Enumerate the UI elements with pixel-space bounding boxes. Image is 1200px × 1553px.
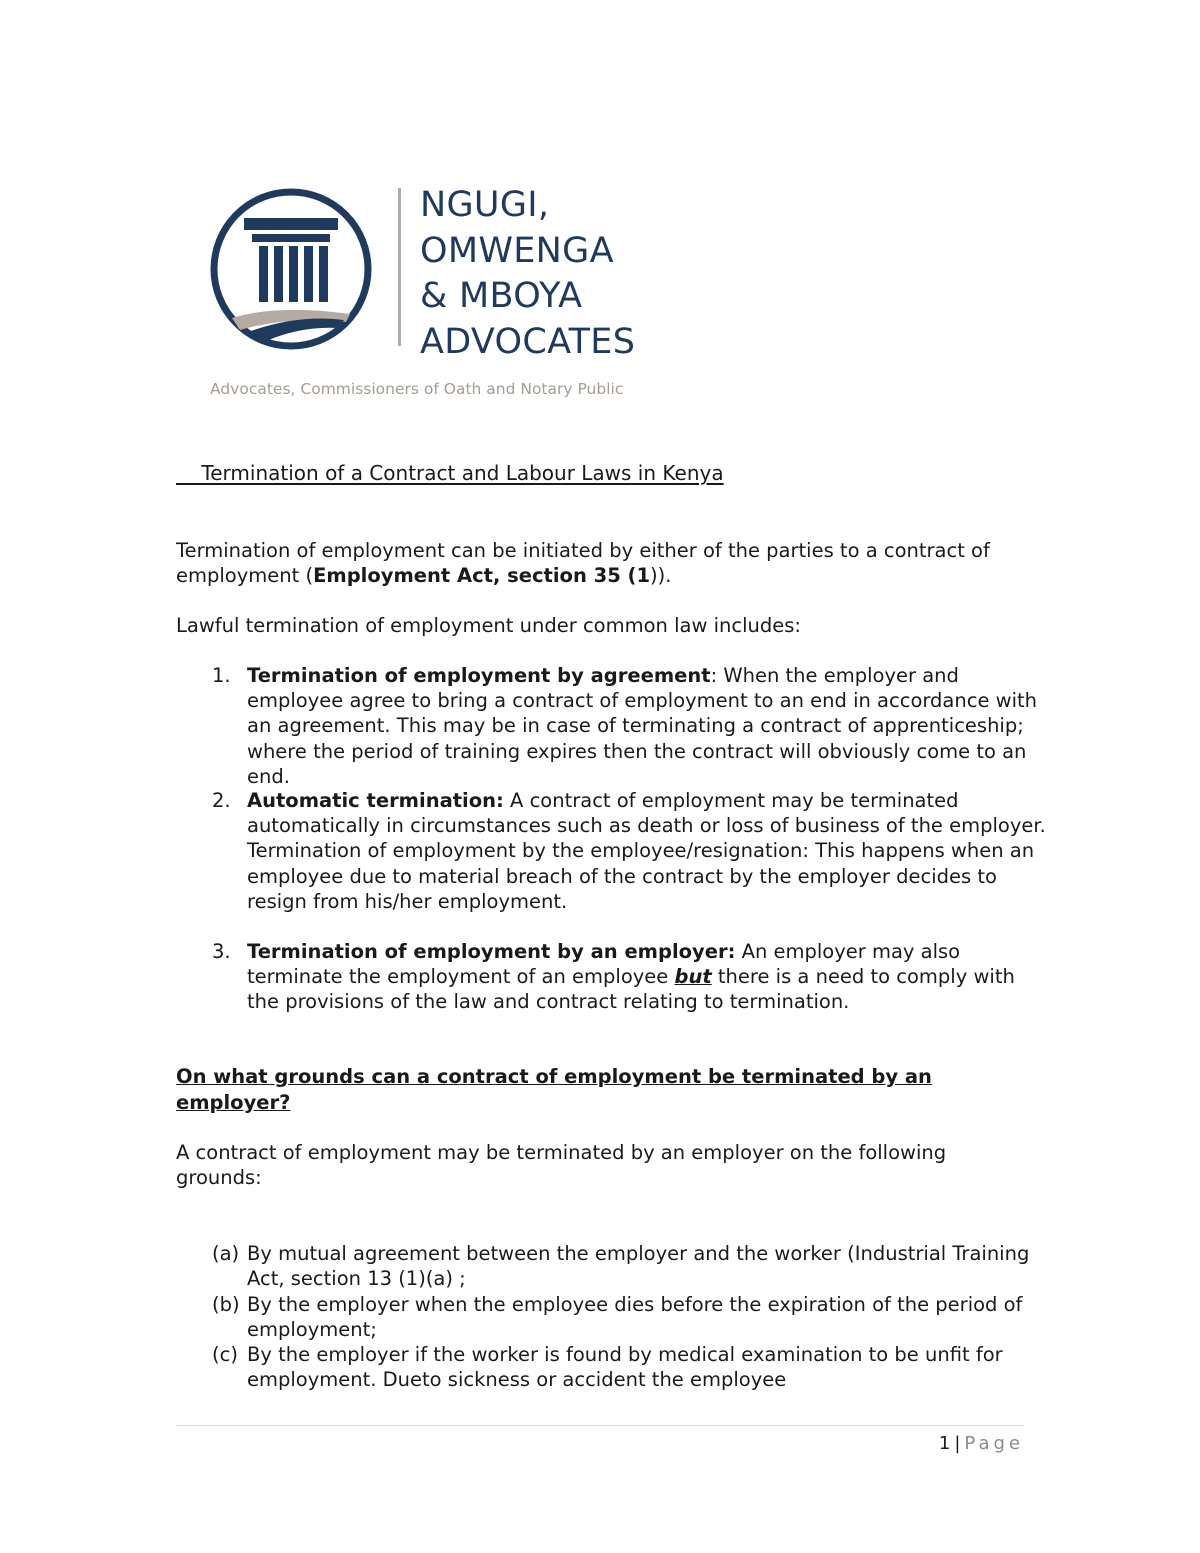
ground-label: (b) [212,1293,240,1316]
ground-item: By the employer if the worker is found by medical examination to be unfit for employment. Dueto sickness or accident the employee [247,1343,1003,1392]
intro-text: Termination of employment can be initiated by either of the parties to a contract of employment ( [176,539,990,588]
intro-citation: Employment Act, section 35 (1 [313,564,651,588]
footer-rule [176,1425,1024,1426]
ground-item: By mutual agreement between the employer and the worker (Industrial Training Act, section 13 (1)(a) ; [247,1242,1030,1291]
document-title: Termination of a Contract and Labour Laws in Kenya [176,461,724,485]
grounds-lead: A contract of employment may be terminated by an employer on the following grounds: [176,1141,947,1190]
ground-label: (a) [212,1242,240,1265]
firm-name-line: & MBOYA [420,276,583,316]
firm-tagline: Advocates, Commissioners of Oath and Notary Public [210,380,624,398]
list-item [247,939,1047,1015]
page-number: 1 [938,1433,951,1454]
page-separator: | [954,1433,961,1454]
firm-name-line: OMWENGA [420,230,614,271]
list-item-heading: Termination of employment by agreement [247,664,711,687]
list-item-heading: Automatic termination: [247,789,504,812]
firm-name-line: ADVOCATES [420,321,636,362]
firm-name [420,183,635,365]
list-item-text: An employer may also terminate the employment of an employee [247,940,961,989]
list-item-heading: Termination of employment by an employer: [247,940,736,963]
list-number: 1. [212,664,231,687]
intro-text-end: )). [650,564,672,588]
list-item [247,788,1047,914]
grounds-heading: On what grounds can a contract of employment be terminated by an employer? [176,1065,932,1114]
firm-logo-emblem [208,186,374,352]
firm-name-line: NGUGI, [420,185,550,225]
intro-paragraph [176,538,1036,588]
page-word: Page [964,1433,1024,1454]
emphasis-but: but [674,965,712,989]
list-item-text: A contract of employment may be terminated automatically in circumstances such as death or loss of business of the employer. Termination of employment by the employee/resignation: This happens when an employee due to material breach of the contract by the employer decides to resign from his/her employment. [247,789,1046,913]
ground-label: (c) [212,1343,238,1366]
list-number: 2. [212,789,231,812]
list-item [247,663,1047,789]
lawful-lead: Lawful termination of employment under common law includes: [176,614,801,637]
list-item-text: : When the employer and employee agree to bring a contract of employment to an end in accordance with an agreement. This may be in case of terminating a contract of apprenticeship; where the period of training expires then the contract will obviously come to an end. [247,664,1038,788]
list-number: 3. [212,940,231,963]
list-item-text-end: there is a need to comply with the provisions of the law and contract relating to termination. [247,965,1015,1014]
logo-divider [398,188,401,346]
ground-item: By the employer when the employee dies before the expiration of the period of employment; [247,1293,1023,1342]
page-footer [176,1433,1024,1454]
